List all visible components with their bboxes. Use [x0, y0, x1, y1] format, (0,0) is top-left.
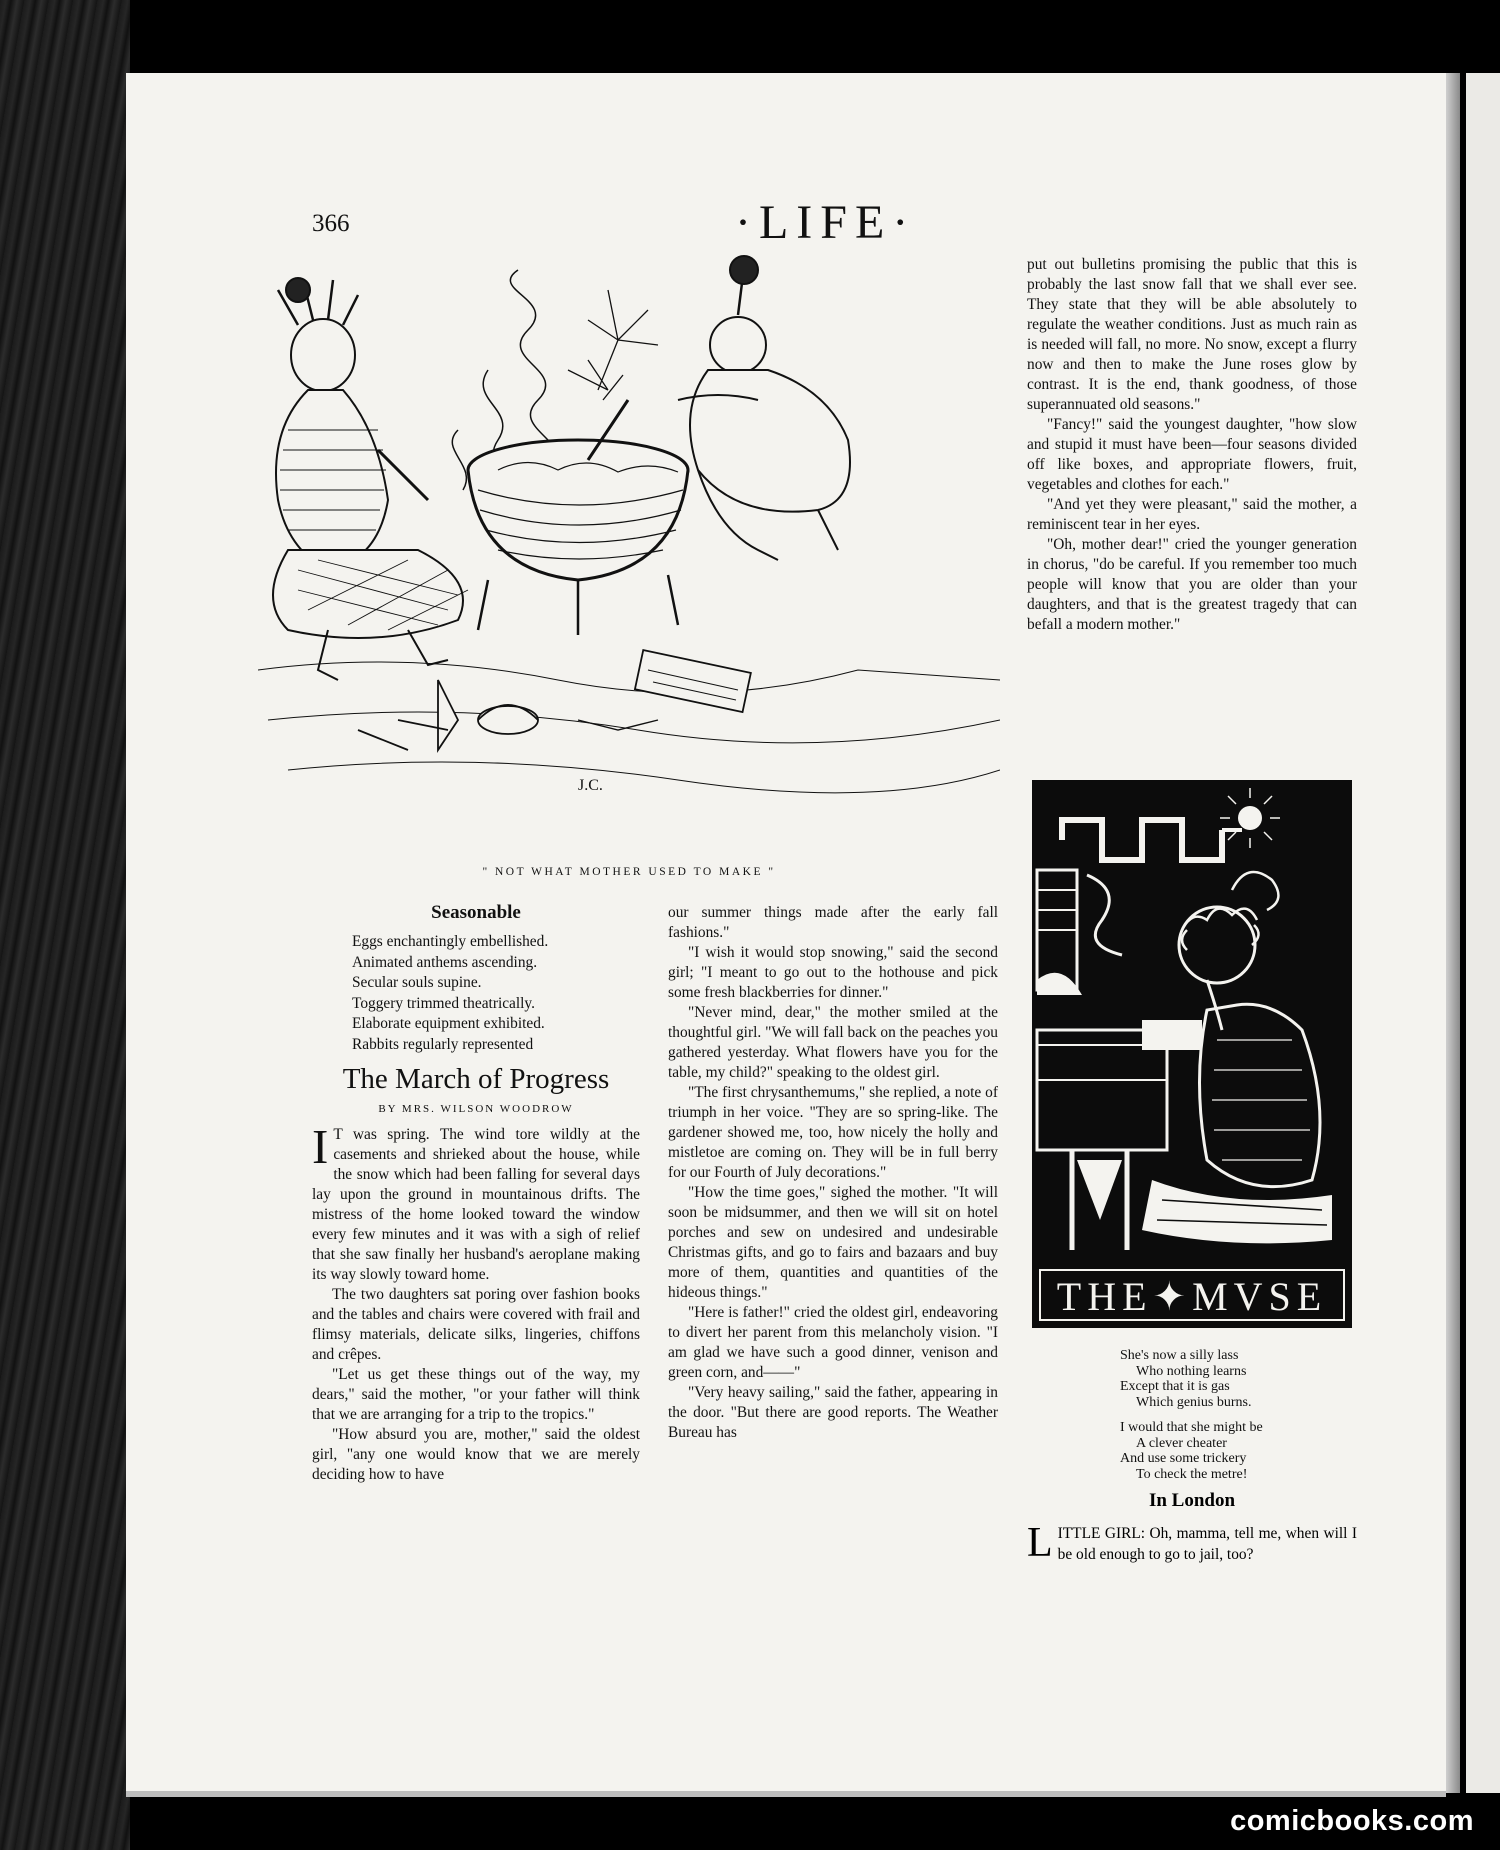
article-paragraph: The two daughters sat poring over fashion books and the tables and chairs were covered with frail and flimsy materials, delicate silks, lingeries, chiffons and crêpes.: [312, 1286, 640, 1363]
london-paragraph: LITTLE GIRL: Oh, mamma, tell me, when will I be old enough to go to jail, too?: [1027, 1520, 1357, 1566]
drop-cap: I: [312, 1119, 329, 1174]
poem-line: Animated anthems ascending.: [352, 953, 538, 971]
cartoon-caption: " NOT WHAT MOTHER USED TO MAKE ": [482, 866, 776, 878]
article-paragraph: "Never mind, dear," the mother smiled at the thoughtful girl. "We will fall back on the peaches you gathered yesterday. What flowers have you for the table, my child?" speaking to the oldest girl.: [668, 1004, 998, 1081]
london-title: In London: [1148, 1490, 1236, 1511]
cartoon-signature: J.C.: [578, 777, 603, 794]
book-binding: [0, 0, 130, 1850]
muse-stanza-1: [1120, 1348, 1352, 1410]
muse-banner: THE✦MVSE: [1056, 1274, 1328, 1319]
poem-line: Eggs enchantingly embellished.: [352, 933, 549, 950]
column-1: [312, 903, 640, 1485]
article-paragraph: "The first chrysanthemums," she replied, a note of triumph in her voice. "They are so spring-like. The gardener showed me, too, how nicely the holly and mistletoe are coming on. They will be in full berry for our Fourth of July decorations.": [668, 1084, 998, 1181]
poem-line: Elaborate equipment exhibited.: [352, 1015, 545, 1032]
poem-line: Toggery trimmed theatrically.: [352, 994, 535, 1012]
poem-line: To check the metre!: [1136, 1466, 1248, 1482]
next-page-sliver: [1466, 73, 1500, 1793]
muse-illustration: [1032, 780, 1352, 1328]
column-2: [668, 903, 998, 1443]
poem-line: She's now a silly lass: [1120, 1348, 1239, 1363]
poem-line: Except that it is gas: [1120, 1379, 1230, 1394]
seasonable-poem: [352, 932, 640, 1055]
poem-line: Rabbits regularly represented: [352, 1035, 534, 1053]
page-bottom-edge: [126, 1791, 1446, 1797]
column-3: [1027, 255, 1357, 635]
article-paragraph: I T was spring. The wind tore wildly at the casements and shrieked about the house, while the snow which had been falling for several days lay upon the ground in mountainous drifts. The mistress of the home looked toward the window every few minutes and it was with a sigh of relief that she saw finally her husband's aeroplane making its way slowly toward home.: [312, 1119, 640, 1283]
article-paragraph: "Very heavy sailing," said the father, appearing in the door. "But there are good reports. The Weather Bureau has: [668, 1384, 998, 1441]
article-title: The March of Progress: [342, 1063, 610, 1095]
cartoon-illustration: [258, 250, 1000, 858]
article-paragraph: put out bulletins promising the public that this is probably the last snow fall that we shall ever see. They state that they will be able absolutely to regulate the weather conditions. Just as much rain as is needed will fall, no more. No snow, except a flurry now and then to make the June roses glow by contrast. It is the end, thank goodness, of those superannuated old seasons.": [1027, 256, 1357, 413]
article-paragraph: "And yet they were pleasant," said the mother, a reminiscent tear in her eyes.: [1027, 496, 1357, 533]
poem-line: And use some trickery: [1120, 1451, 1247, 1466]
article-paragraph: "How the time goes," sighed the mother. "It will soon be midsummer, and then we will sit on hotel porches and sew on undesired and undesirable Christmas gifts, and go to fairs and bazaars and buy more of them, quantities and quantities of the hideous things.": [668, 1184, 998, 1301]
article-paragraph: "Let us get these things out of the way, my dears," said the mother, "or your father will think that we are arranging for a trip to the tropics.": [312, 1366, 640, 1423]
seasonable-title: Seasonable: [431, 902, 521, 923]
masthead: ·LIFE·: [735, 196, 917, 249]
page-edge: [1446, 73, 1460, 1793]
article-paragraph: "Fancy!" said the youngest daughter, "how slow and stupid it must have been—four seasons divided off like boxes, and appropriate flowers, fruit, vegetables and clothes for each.": [1027, 416, 1357, 493]
page-number: 366: [312, 210, 350, 237]
article-byline: BY MRS. WILSON WOODROW: [378, 1103, 574, 1115]
poem-line: Secular souls supine.: [352, 974, 482, 991]
poem-line: Who nothing learns: [1136, 1363, 1247, 1379]
drop-cap: L: [1027, 1520, 1053, 1566]
article-paragraph: "How absurd you are, mother," said the oldest girl, "any one would know that we are merely deciding how to have: [312, 1426, 640, 1483]
article-paragraph: "Oh, mother dear!" cried the younger generation in chorus, "do be careful. If you remember too much people will know that you are older than your daughters, and that is the greatest tragedy that can befall a modern mother.": [1027, 536, 1357, 633]
article-paragraph: "Here is father!" cried the oldest girl, endeavoring to divert her parent from this melancholy vision. "I am glad we have such a good dinner, venison and green corn, and——": [668, 1304, 998, 1381]
article-paragraph: "I wish it would stop snowing," said the second girl; "I meant to go out to the hothouse and pick some fresh blackberries for dinner.": [668, 944, 998, 1001]
poem-line: A clever cheater: [1136, 1435, 1227, 1451]
watermark: comicbooks.com: [1230, 1805, 1474, 1837]
muse-poem: [1032, 1348, 1352, 1492]
muse-stanza-2: [1120, 1420, 1352, 1482]
poem-line: I would that she might be: [1120, 1420, 1263, 1435]
article-paragraph: our summer things made after the early fall fashions.": [668, 904, 998, 941]
poem-line: Which genius burns.: [1136, 1394, 1252, 1410]
